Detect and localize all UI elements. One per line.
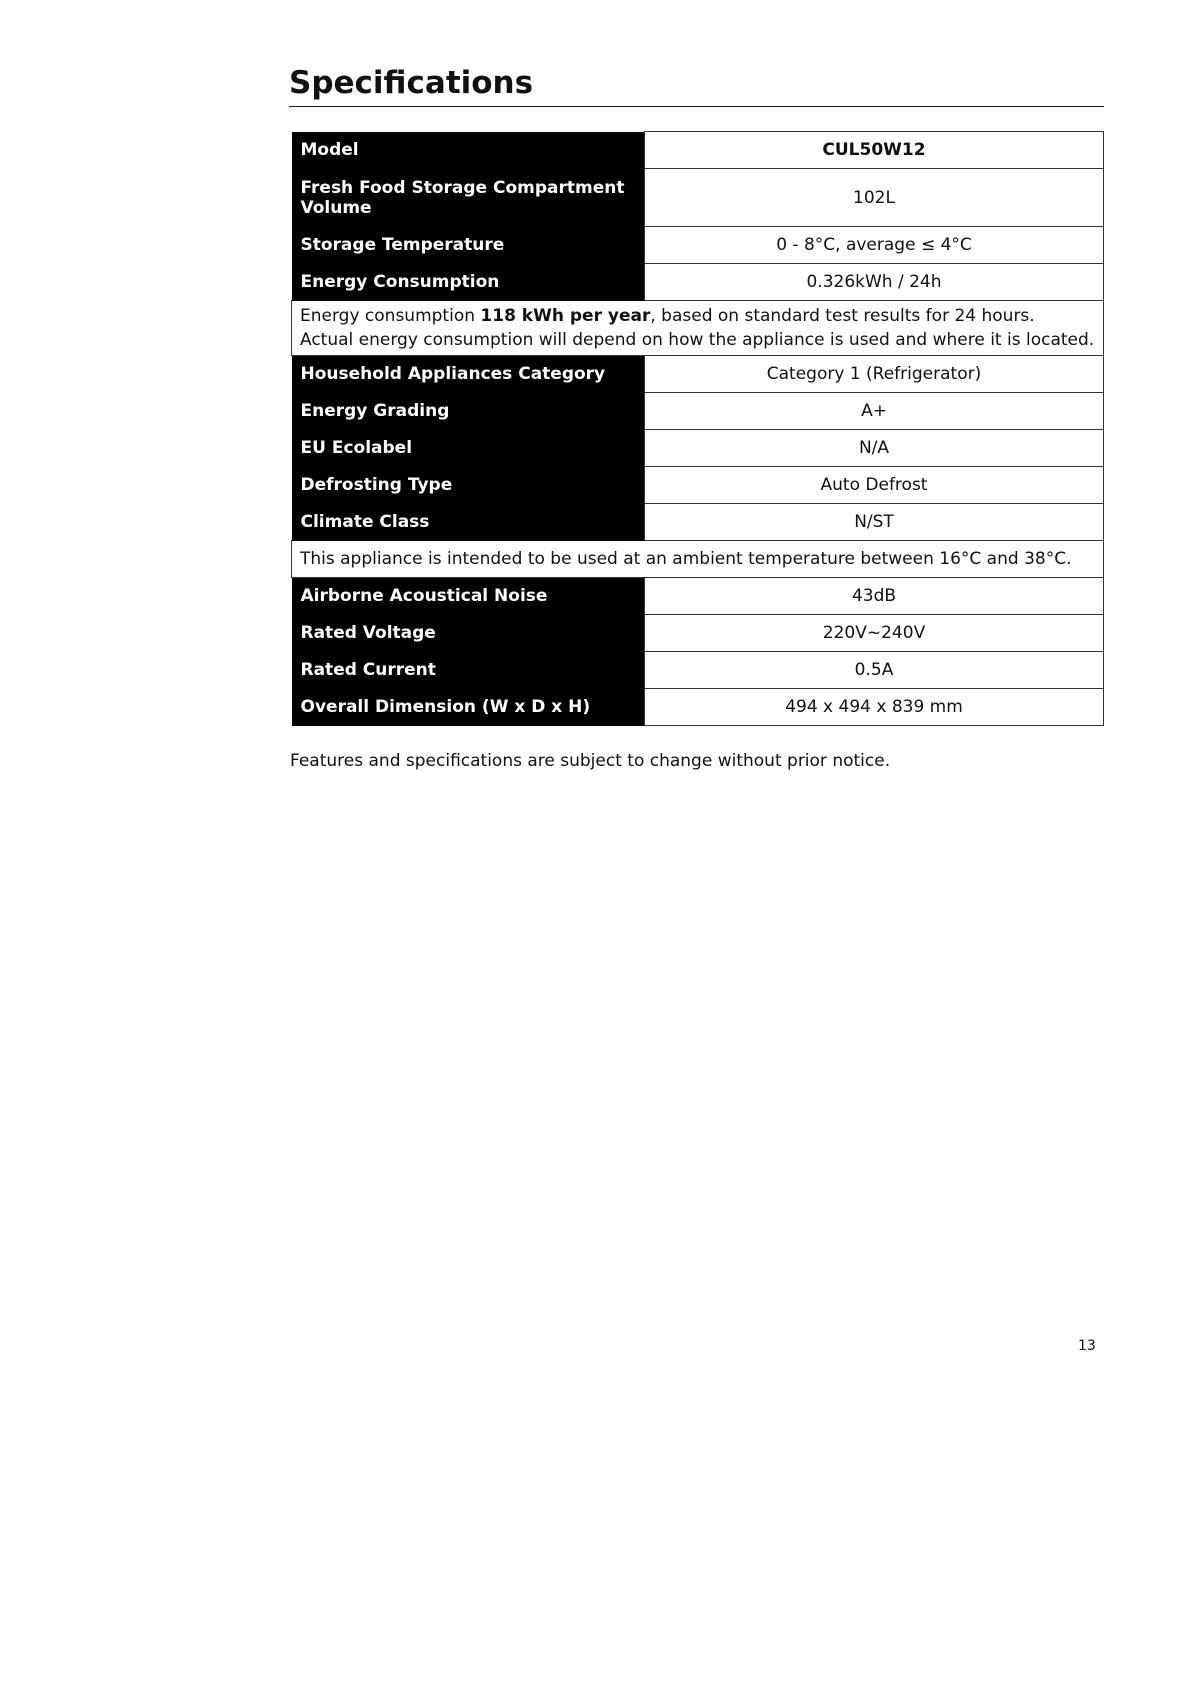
page-title: Specifications bbox=[289, 65, 534, 101]
energy-note-prefix: Energy consumption bbox=[300, 306, 481, 326]
table-row bbox=[292, 356, 1104, 393]
table-row bbox=[292, 578, 1104, 615]
spec-value: 0.5A bbox=[645, 652, 1104, 689]
table-row bbox=[292, 652, 1104, 689]
specifications-table bbox=[291, 131, 1104, 726]
table-row bbox=[292, 615, 1104, 652]
table-row bbox=[292, 227, 1104, 264]
spec-label: Model bbox=[292, 132, 645, 169]
spec-label: Climate Class bbox=[292, 504, 645, 541]
spec-label: Storage Temperature bbox=[292, 227, 645, 264]
spec-value: 102L bbox=[645, 169, 1104, 227]
energy-note-suffix: , based on standard test results for 24 hours. bbox=[650, 306, 1035, 326]
spec-value: Auto Defrost bbox=[645, 467, 1104, 504]
table-row bbox=[292, 393, 1104, 430]
spec-label: Rated Voltage bbox=[292, 615, 645, 652]
climate-note: This appliance is intended to be used at an ambient temperature between 16°C and 38°C. bbox=[292, 541, 1104, 578]
table-row bbox=[292, 301, 1104, 356]
spec-value: CUL50W12 bbox=[645, 132, 1104, 169]
spec-label: Household Appliances Category bbox=[292, 356, 645, 393]
table-row bbox=[292, 467, 1104, 504]
table-row bbox=[292, 504, 1104, 541]
spec-value: N/ST bbox=[645, 504, 1104, 541]
spec-label: Energy Grading bbox=[292, 393, 645, 430]
table-row bbox=[292, 132, 1104, 169]
spec-label: Energy Consumption bbox=[292, 264, 645, 301]
spec-label: Overall Dimension (W x D x H) bbox=[292, 689, 645, 726]
energy-consumption-note bbox=[292, 301, 1104, 356]
spec-value: Category 1 (Refrigerator) bbox=[645, 356, 1104, 393]
energy-note-emphasis: 118 kWh per year bbox=[480, 306, 651, 326]
footnote: Features and specifications are subject to change without prior notice. bbox=[290, 751, 891, 771]
spec-label: EU Ecolabel bbox=[292, 430, 645, 467]
table-row bbox=[292, 541, 1104, 578]
table-row bbox=[292, 169, 1104, 227]
energy-note-line2: Actual energy consumption will depend on how the appliance is used and where it is located. bbox=[300, 330, 1095, 350]
spec-value: 220V~240V bbox=[645, 615, 1104, 652]
spec-label: Airborne Acoustical Noise bbox=[292, 578, 645, 615]
spec-label: Rated Current bbox=[292, 652, 645, 689]
spec-value: A+ bbox=[645, 393, 1104, 430]
title-divider bbox=[289, 106, 1104, 107]
spec-value: 0 - 8°C, average ≤ 4°C bbox=[645, 227, 1104, 264]
spec-label: Fresh Food Storage Compartment Volume bbox=[292, 169, 645, 227]
table-row bbox=[292, 689, 1104, 726]
table-row bbox=[292, 430, 1104, 467]
spec-value: 494 x 494 x 839 mm bbox=[645, 689, 1104, 726]
spec-label: Defrosting Type bbox=[292, 467, 645, 504]
page-number: 13 bbox=[1078, 1338, 1096, 1354]
spec-value: 43dB bbox=[645, 578, 1104, 615]
spec-value: N/A bbox=[645, 430, 1104, 467]
spec-value: 0.326kWh / 24h bbox=[645, 264, 1104, 301]
table-row bbox=[292, 264, 1104, 301]
